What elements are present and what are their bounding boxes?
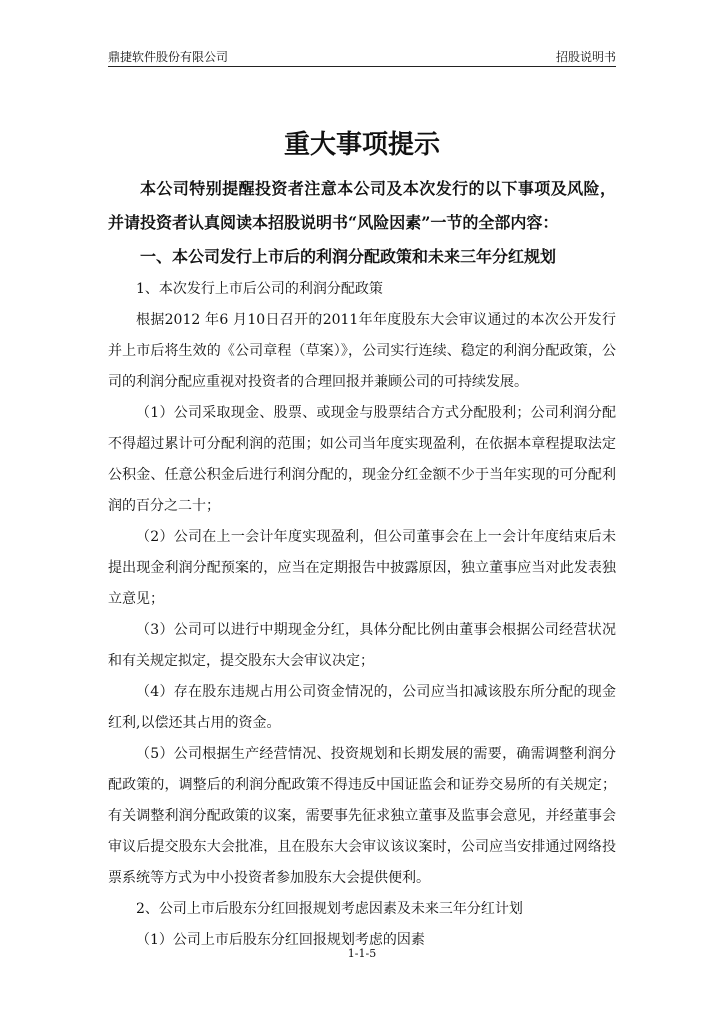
list-item: （1）公司采取现金、股票、或现金与股票结合方式分配股利；公司利润分配不得超过累计可分配利润的范围；如公司当年度实现盈利，在依据本章程提取法定公积金、任意公积金后进行利润分配的，现金分红金额不少于当年实现的可分配利润的百分之二十； (108, 405, 616, 514)
intro-paragraph: 本公司特别提醒投资者注意本公司及本次发行的以下事项及风险，并请投资者认真阅读本招股说明书“风险因素”一节的全部内容： (108, 179, 616, 232)
header-document-type: 招股说明书 (555, 50, 616, 64)
subsection-heading: 2、公司上市后股东分红回报规划考虑因素及未来三年分红计划 (136, 901, 523, 917)
list-item: （2）公司在上一会计年度实现盈利，但公司董事会在上一会计年度结束后未提出现金利润分配预案的，应当在定期报告中披露原因，独立董事应当对此发表独立意见； (108, 529, 616, 607)
list-item: （4）存在股东违规占用公司资金情况的，公司应当扣减该股东所分配的现金红利,以偿还其占用的资金。 (108, 684, 616, 731)
document-body (108, 172, 616, 956)
section-heading: 一、本公司发行上市后的利润分配政策和未来三年分红规划 (140, 247, 557, 266)
list-item: （3）公司可以进行中期现金分红，具体分配比例由董事会根据公司经营状况和有关规定拟定，提交股东大会审议决定； (108, 622, 616, 669)
header-company-name: 鼎捷软件股份有限公司 (108, 50, 229, 64)
page-title: 重大事项提示 (283, 130, 440, 160)
list-item: （1）公司上市后股东分红回报规划考虑的因素 (136, 932, 425, 948)
page-number: 1-1-5 (347, 947, 377, 960)
subsection-heading: 1、本次发行上市后公司的利润分配政策 (136, 281, 383, 297)
header-divider (108, 66, 616, 67)
paragraph: 根据2012 年6 月10日召开的2011年年度股东大会审议通过的本次公开发行并上市后将生效的《公司章程（草案）》，公司实行连续、稳定的利润分配政策，公司的利润分配应重视对投资者的合理回报并兼顾公司的可持续发展。 (108, 312, 616, 390)
page-header (108, 48, 616, 66)
list-item: （5）公司根据生产经营情况、投资规划和长期发展的需要，确需调整利润分配政策的，调整后的利润分配政策不得违反中国证监会和证券交易所的有关规定；有关调整利润分配政策的议案，需要事先征求独立董事及监事会意见，并经董事会审议后提交股东大会批准，且在股东大会审议该议案时，公司应当安排通过网络投票系统等方式为中小投资者参加股东大会提供便利。 (108, 746, 616, 886)
